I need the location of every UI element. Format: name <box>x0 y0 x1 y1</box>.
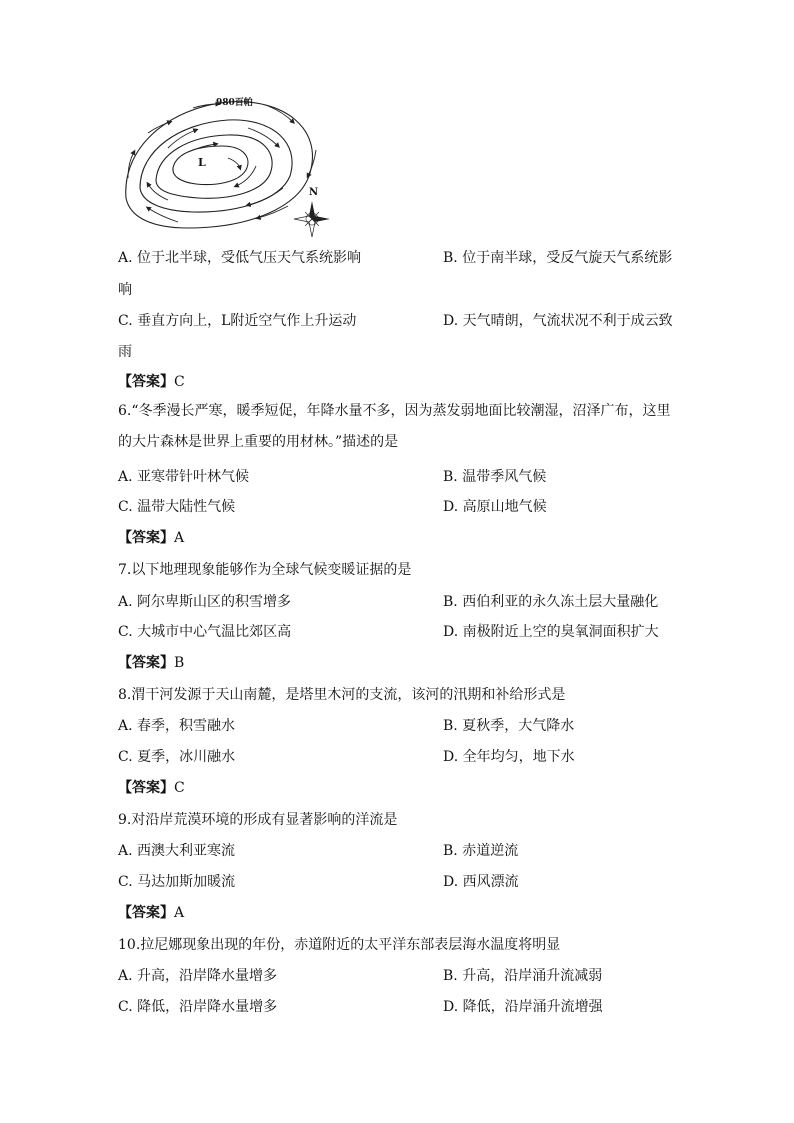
q6-stem: 6.“冬季漫长严寒，暖季短促，年降水量不多，因为蒸发弱地面比较潮湿，沼泽广布，这里的大片森林是世界上重要的用材林。”描述的是 <box>118 403 671 450</box>
q10-option-b: B. 升高，沿岸涌升流减弱 <box>443 968 603 984</box>
q6-option-b: B. 温带季风气候 <box>443 469 547 485</box>
q5-option-b: B. 位于南半球，受反气旋天气系统影 <box>443 250 673 266</box>
q8-option-a: A. 春季，积雪融水 <box>118 718 236 734</box>
q10-option-a: A. 升高，沿岸降水量增多 <box>118 968 278 984</box>
q7-option-a: A. 阿尔卑斯山区的积雪增多 <box>118 594 292 610</box>
q7-stem: 7.以下地理现象能够作为全球气候变暖证据的是 <box>118 562 412 578</box>
q9-option-b: B. 赤道逆流 <box>443 843 519 859</box>
answer-label: 【答案】 <box>118 530 174 546</box>
low-pressure-label: L <box>198 156 206 169</box>
q9-option-d: D. 西风漂流 <box>443 874 519 890</box>
q5-option-a: A. 位于北半球，受低气压天气系统影响 <box>118 250 362 266</box>
q10-stem: 10.拉尼娜现象出现的年份，赤道附近的太平洋东部表层海水温度将明显 <box>118 937 561 953</box>
q5-answer <box>118 372 185 392</box>
q6-option-d: D. 高原山地气候 <box>443 499 547 515</box>
answer-value: B <box>174 655 185 671</box>
q10-option-d: D. 降低，沿岸涌升流增强 <box>443 999 603 1015</box>
q9-option-c: C. 马达加斯加暖流 <box>118 874 236 890</box>
q7-option-c: C. 大城市中心气温比郊区高 <box>118 624 292 640</box>
wind-arrows <box>128 104 319 222</box>
answer-label: 【答案】 <box>118 780 174 796</box>
q6-option-c: C. 温带大陆性气候 <box>118 499 236 515</box>
q10-option-c: C. 降低，沿岸降水量增多 <box>118 999 278 1015</box>
answer-label: 【答案】 <box>118 374 174 390</box>
q7-option-d: D. 南极附近上空的臭氧洞面积扩大 <box>443 624 659 640</box>
q5-option-d-cont: 雨 <box>118 344 132 360</box>
q5-option-c: C. 垂直方向上，L附近空气作上升运动 <box>118 313 357 329</box>
q9-option-a: A. 西澳大利亚寒流 <box>118 843 236 859</box>
q8-answer <box>118 778 185 798</box>
answer-value: A <box>174 905 185 921</box>
isobar-label: 980百帕 <box>216 98 253 108</box>
q9-stem: 9.对沿岸荒漠环境的形成有显著影响的洋流是 <box>118 812 398 828</box>
compass-icon <box>294 187 330 237</box>
answer-value: C <box>174 374 185 390</box>
q8-option-b: B. 夏秋季，大气降水 <box>443 718 575 734</box>
q9-answer <box>118 903 184 923</box>
answer-label: 【答案】 <box>118 905 174 921</box>
q7-option-b: B. 西伯利亚的永久冻土层大量融化 <box>443 594 659 610</box>
answer-value: C <box>174 780 185 796</box>
q6-answer <box>118 528 184 548</box>
q8-option-c: C. 夏季，冰川融水 <box>118 749 236 765</box>
q8-stem: 8.渭干河发源于天山南麓，是塔里木河的支流，该河的汛期和补给形式是 <box>118 687 566 703</box>
answer-label: 【答案】 <box>118 655 174 671</box>
q8-option-d: D. 全年均匀，地下水 <box>443 749 575 765</box>
q6-option-a: A. 亚寒带针叶林气候 <box>118 469 250 485</box>
q5-option-b-cont: 响 <box>118 282 132 298</box>
q7-answer <box>118 653 184 673</box>
isobar-diagram <box>118 88 338 238</box>
isobar-figure <box>118 88 338 238</box>
isobar-4 <box>173 146 248 185</box>
q5-option-d: D. 天气晴朗，气流状况不利于成云致 <box>443 313 673 329</box>
north-label: N <box>309 187 319 198</box>
answer-value: A <box>174 530 185 546</box>
